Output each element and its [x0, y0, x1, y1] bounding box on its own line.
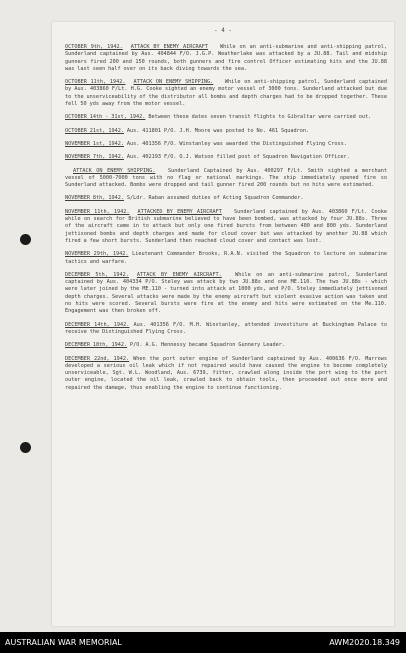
entry-date: OCTOBER 11th, 1942.: [65, 79, 126, 86]
entry-date: DECEMBER 22nd, 1942.: [65, 355, 130, 362]
entry-text: While on anti-shipping patrol, Sunderland captained by Aus. 403860 F/Lt. H.G. Cooke sighted an enemy motor vessel of 3000 tons. Sunderland attacked but due to the unserviceability of the distributor all bombs and depth charges had to be dropped together. These fell 50 yds away from the motor vessel.: [65, 79, 387, 108]
log-entry: [65, 209, 387, 245]
log-entry: [65, 195, 387, 202]
entry-text: P/O. A.G. Hennessy became Squadron Gunnery Leader.: [130, 342, 285, 349]
log-entry: [65, 141, 387, 148]
entry-text: When the port outer engine of Sunderland captained by Aus. 400636 F/O. Marrows developed a serious oil leak which if not repaired would have caused the engine to become completely unserviceable, Sgt. W.L. Woodland, Aus. 6739, fitter, crawled along inside the port wing to the port outer engine, located the oil leak, crawled back to obtain tools, then proceeded out once more and repaired the damage, thus enabling the engine to continue functioning.: [65, 355, 387, 391]
entry-text: Lieutenant Commander Brooks, R.A.N. visited the Squadron to lecture on submarine tactics and warfare.: [65, 251, 387, 265]
log-entry: [65, 114, 387, 121]
entry-text: Aus. 402193 F/O. O.J. Watson filled post of Squadron Navigation Officer.: [126, 154, 350, 161]
footer-accession-number: AWM2020.18.349: [329, 638, 400, 647]
entry-date: DECEMBER 18th, 1942.: [65, 342, 128, 349]
entry-text: Between these dates seven transit flights to Gibraltar were carried out.: [148, 114, 372, 121]
entry-date: DECEMBER 14th, 1942.: [65, 321, 130, 328]
entry-heading: ATTACKED BY ENEMY AIRCRAFT: [137, 208, 222, 215]
entry-heading: ATTACK ON ENEMY SHIPPING.: [73, 167, 156, 174]
entry-text: Sunderland captained by Aus. 403860 F/Lt. Cooke while on search for British submarine believed to have been bombed, was attacked by four JU.88s. Three of the aircraft came in to attack but only one fired bursts from between 400 and 800 yds. Sunderland jettisoned bombs and depth charges and made for cloud cover but was attacked by another JU.88 which fired a few short bursts. Sunderland then reached cloud cover and contact was lost.: [65, 208, 387, 244]
entry-heading: ATTACK BY ENEMY AIRCRAFT: [130, 44, 209, 50]
page-number: - 4 -: [213, 27, 233, 34]
log-entries: [65, 44, 387, 398]
entry-date: OCTOBER 9th, 1942.: [65, 44, 123, 50]
footer-bar: [0, 632, 406, 653]
entry-date: NOVEMBER 8th, 1942.: [65, 195, 124, 202]
log-entry: [65, 342, 387, 349]
entry-date: NOVEMBER 1st, 1942.: [65, 140, 124, 147]
entry-text: S/Ldr. Raban assumed duties of Acting Squadron Commander.: [126, 195, 304, 202]
footer-institution: AUSTRALIAN WAR MEMORIAL: [5, 638, 122, 647]
entry-text: While on an anti-submarine patrol, Sunderland captained by Aus. 404334 P/O. Steley was attack by two JU.88s and one ME.110. The two JU.88s - which were later joined by the ME.110 - turned into attack at 1000 yds, and P/O. Steley immediately jettisoned depth charges. Several attacks were made by the enemy aircraft but violent evasive action was taken and no hits were scored. Several bursts were fire at the enemy and hits were estimated on the Me.110. Engagement was then broken off.: [65, 271, 387, 315]
punch-hole-top: [20, 234, 31, 245]
entry-date: OCTOBER 14th - 31st, 1942.: [65, 114, 146, 121]
entry-text: While on an anti-submarine and anti-shipping patrol, Sunderland captained by Aus. 404844 F/O. J.G.P. Weatherlake was attacked by a JU.88. Tail and midship gunners fired 200 and 150 rounds, both gunners and fire control Officer estimating hits and the JU.88 was last seen half over on its back diving towards the sea.: [65, 44, 387, 72]
entry-text: Sunderland Captained by Aus. 400297 F/Lt. Smith sighted a merchant vessel of 5000-7000 tons with no flag or national markings. The ship immediately opened fire so Sunderland attacked. Bombs were dropped and tail gunner fired 200 rounds but no hits were estimated.: [65, 167, 387, 189]
entry-text: Aus. 411801 P/O. J.H. Moore was posted to No. 461 Squadron.: [126, 127, 310, 134]
entry-text: Aus. 401356 F/O. M.H. Winstanley, attended investiture at Buckingham Palace to receive the Distinguished Flying Cross.: [65, 321, 387, 335]
log-entry: [65, 128, 387, 135]
log-entry: [65, 251, 387, 266]
log-entry: [65, 356, 387, 392]
entry-text: Aus. 401356 F/O. Winstanley was awarded the Distinguished Flying Cross.: [126, 140, 347, 147]
log-entry: [65, 168, 387, 190]
log-entry: [65, 322, 387, 337]
entry-date: NOVEMBER 7th, 1942.: [65, 154, 124, 161]
log-entry: [65, 272, 387, 316]
punch-hole-bottom: [20, 442, 31, 453]
entry-date: NOVEMBER 11th, 1942.: [65, 208, 130, 215]
entry-heading: ATTACK ON ENEMY SHIPPING.: [133, 79, 214, 86]
entry-date: OCTOBER 21st, 1942.: [65, 127, 124, 134]
entry-date: NOVEMBER 29th, 1942.: [65, 251, 129, 258]
entry-heading: ATTACK BY ENEMY AIRCRAFT.: [136, 271, 222, 278]
log-entry: [65, 44, 387, 73]
entry-date: DECEMBER 5th, 1942.: [65, 271, 129, 278]
log-entry: [65, 79, 387, 108]
document-page: [52, 22, 394, 626]
log-entry: [65, 154, 387, 161]
